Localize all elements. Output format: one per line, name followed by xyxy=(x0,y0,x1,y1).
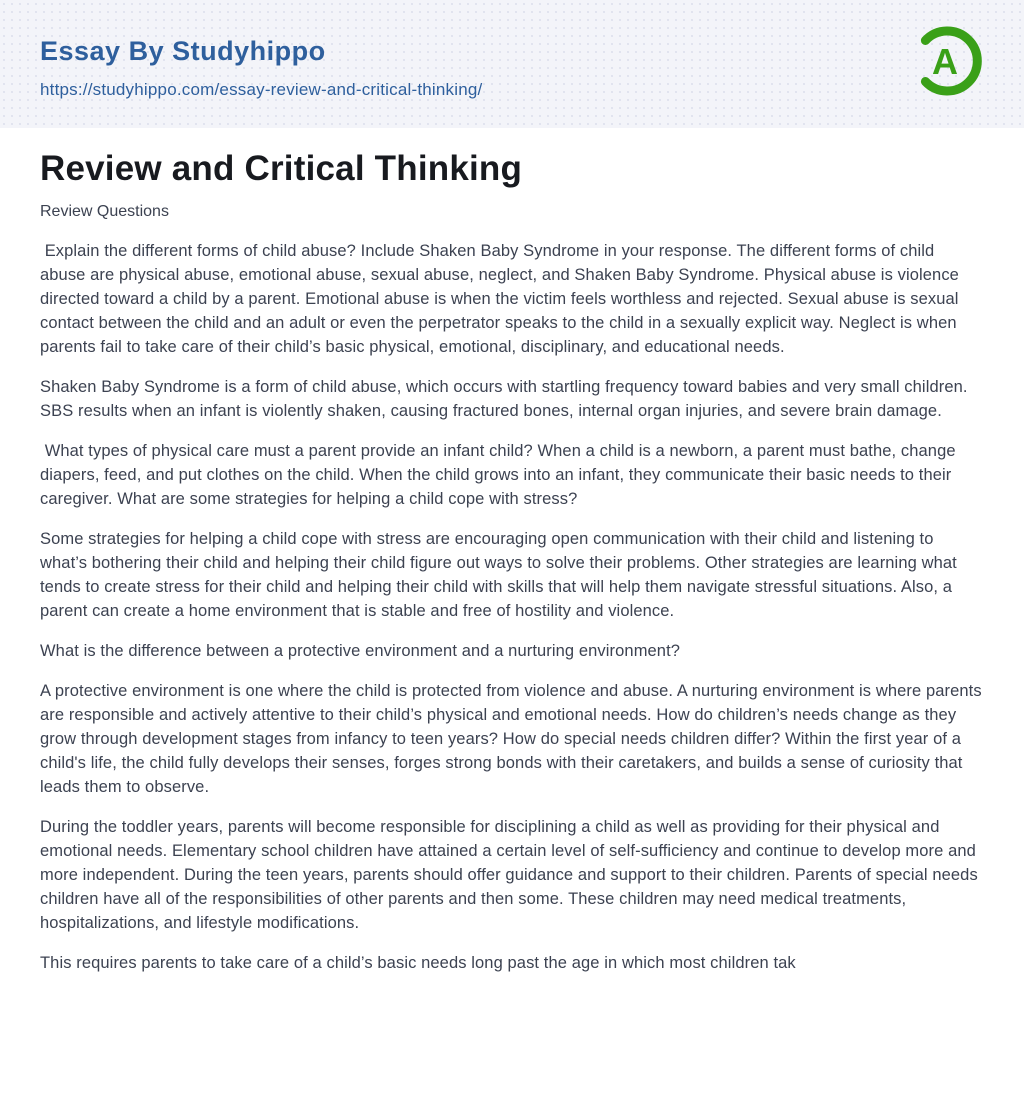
page-title: Review and Critical Thinking xyxy=(40,149,523,188)
essay-paragraph: A protective environment is one where the child is protected from violence and abuse. A nurturing environment is where parents are responsible and actively attentive to their child’s physical and emotional needs. How do children’s needs change as they grow through development stages from infancy to teen years? How do special needs children differ? Within the first year of a child's life, the child fully develops their senses, forges strong bonds with their caretakers, and builds a sense of curiosity that leads them to observe. xyxy=(40,681,987,796)
essay-paragraph: Shaken Baby Syndrome is a form of child abuse, which occurs with startling frequency toward babies and very small children. SBS results when an infant is violently shaken, causing fractured bones, internal organ injuries, and severe brain damage. xyxy=(40,377,973,420)
page-header xyxy=(0,0,1024,128)
essay-paragraph: This requires parents to take care of a child’s basic needs long past the age in which most children tak xyxy=(40,953,796,972)
essay-paragraph: What types of physical care must a parent provide an infant child? When a child is a newborn, a parent must bathe, change diapers, feed, and put clothes on the child. When the child grows into an infant, they communicate their basic needs to their caregiver. What are some strategies for helping a child cope with stress? xyxy=(40,441,961,508)
essay-paragraph: What is the difference between a protective environment and a nurturing environment? xyxy=(40,641,681,660)
logo-arc-icon xyxy=(908,21,988,101)
source-url-link[interactable]: https://studyhippo.com/essay-review-and-critical-thinking/ xyxy=(40,80,483,99)
essay-body xyxy=(40,239,987,975)
essay-paragraph: Some strategies for helping a child cope with stress are encouraging open communication with their child and listening to what’s bothering their child and helping their child figure out ways to solve their problems. Other strategies are learning what tends to create stress for their child and helping their child with skills that will help them navigate stressful situations. Also, a parent can create a home environment that is stable and free of hostility and violence. xyxy=(40,529,962,620)
brand-title: Essay By Studyhippo xyxy=(40,36,326,66)
logo-letter: A xyxy=(932,41,958,82)
essay-paragraph: Explain the different forms of child abuse? Include Shaken Baby Syndrome in your response. The different forms of child abuse are physical abuse, emotional abuse, sexual abuse, neglect, and Shaken Baby Syndrome. Physical abuse is violence directed toward a child by a parent. Emotional abuse is when the victim feels worthless and rejected. Sexual abuse is sexual contact between the child and an adult or even the perpetrator speaks to the child in a sexually explicit way. Neglect is when parents fail to take care of their child’s basic physical, emotional, disciplinary, and educational needs. xyxy=(40,241,964,356)
studyhippo-logo-icon xyxy=(908,21,988,101)
essay-paragraph: During the toddler years, parents will become responsible for disciplining a child as well as providing for their physical and emotional needs. Elementary school children have attained a certain level of self-sufficiency and continue to develop more and more independent. During the teen years, parents should offer guidance and support to their children. Parents of special needs children have all of the responsibilities of other parents and then some. These children may need medical treatments, hospitalizations, and lifestyle modifications. xyxy=(40,817,983,932)
section-subtitle: Review Questions xyxy=(40,202,169,220)
essay-article xyxy=(0,128,1024,975)
